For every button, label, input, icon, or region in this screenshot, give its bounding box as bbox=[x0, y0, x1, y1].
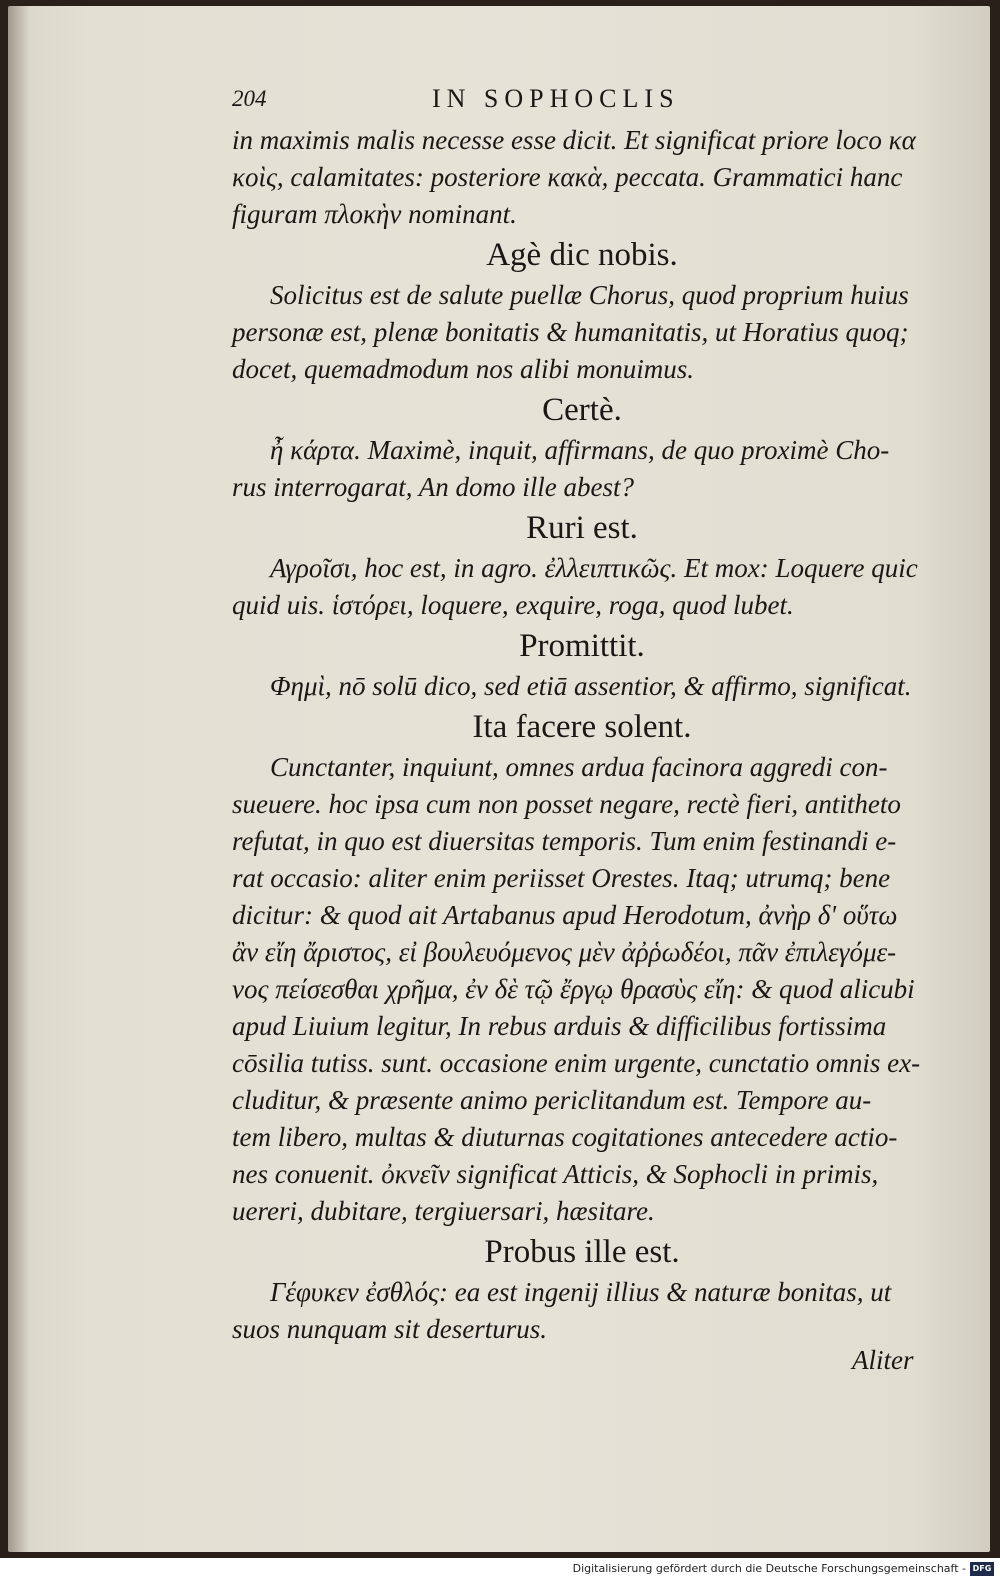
section-heading: Agè dic nobis. bbox=[486, 237, 678, 273]
text-line: Solicitus est de salute puellæ Chorus, quod proprium huius bbox=[270, 280, 909, 310]
text-line: ἂν εἴη ἄριστος, εἰ βουλευόμενος μὲν ἀῤῥωδέοι, πᾶν ἐπιλεγόμε- bbox=[232, 937, 897, 967]
section-heading: Promittit. bbox=[519, 628, 645, 664]
page-text-block bbox=[232, 80, 932, 1348]
text-line: dicitur: & quod ait Artabanus apud Herodotum, ἀνὴρ δ' οὕτω bbox=[232, 900, 898, 930]
text-line: personæ est, plenæ bonitatis & humanitatis, ut Horatius quoq; bbox=[232, 317, 909, 347]
text-line: cluditur, & præsente animo periclitandum est. Tempore au- bbox=[232, 1085, 872, 1115]
text-line: figuram πλοκὴν nominant. bbox=[232, 199, 517, 229]
section-heading: Ruri est. bbox=[526, 510, 638, 546]
text-line: Φημὶ, nō solū dico, sed etiā assentior, & affirmo, significat. bbox=[270, 671, 912, 701]
text-line: apud Liuium legitur, In rebus arduis & difficilibus fortissima bbox=[232, 1011, 887, 1041]
text-line: sueuere. hoc ipsa cum non posset negare, rectè fieri, antitheto bbox=[232, 789, 901, 819]
text-line: docet, quemadmodum nos alibi monuimus. bbox=[232, 354, 694, 384]
text-line: rat occasio: aliter enim periisset Orestes. Itaq; utrumq; bene bbox=[232, 863, 891, 893]
body-lines bbox=[232, 122, 932, 1348]
text-line: uereri, dubitare, tergiuersari, hæsitare. bbox=[232, 1196, 655, 1226]
funding-credit: Digitalisierung gefördert durch die Deutsche Forschungsgemeinschaft - bbox=[572, 1562, 966, 1575]
text-line: κοὶς, calamitates: posteriore κακὰ, peccata. Grammatici hanc bbox=[232, 162, 903, 192]
text-line: Αγροῖσι, hoc est, in agro. ἐλλειπτικῶς. Et mox: Loquere quic bbox=[270, 553, 918, 583]
gutter-shadow bbox=[8, 6, 30, 1552]
text-line: nes conuenit. ὀκνεῖν significat Atticis, & Sophocli in primis, bbox=[232, 1159, 879, 1189]
text-line: in maximis malis necesse esse dicit. Et significat priore loco κα bbox=[232, 125, 916, 155]
text-line: cōsilia tutiss. sunt. occasione enim urgente, cunctatio omnis ex- bbox=[232, 1048, 921, 1078]
dfg-logo: DFG bbox=[970, 1562, 994, 1576]
digitization-footer bbox=[0, 1558, 1000, 1582]
text-line: refutat, in quo est diuersitas temporis. Tum enim festinandi e- bbox=[232, 826, 897, 856]
section-heading: Certè. bbox=[542, 392, 622, 428]
text-line: tem libero, multas & diuturnas cogitationes antecedere actio- bbox=[232, 1122, 898, 1152]
text-line: Cunctanter, inquiunt, omnes ardua facinora aggredi con- bbox=[270, 752, 888, 782]
page-number: 204 bbox=[232, 86, 267, 111]
text-line: suos nunquam sit deserturus. bbox=[232, 1314, 548, 1344]
text-line: Γέφυκεν ἐσθλός: ea est ingenij illius & naturæ bonitas, ut bbox=[270, 1277, 892, 1307]
catchword: Aliter bbox=[852, 1345, 914, 1375]
section-heading: Probus ille est. bbox=[484, 1234, 680, 1270]
text-line: quid uis. ἱστόρει, loquere, exquire, roga, quod lubet. bbox=[232, 590, 794, 620]
text-line: νος πείσεσθαι χρῆμα, ἐν δὲ τῷ ἔργῳ θρασὺς εἴη: & quod alicubi bbox=[232, 974, 915, 1004]
text-line: ἦ κάρτα. Maximè, inquit, affirmans, de quo proximè Cho- bbox=[270, 435, 890, 465]
running-head bbox=[232, 80, 932, 122]
text-line: rus interrogarat, An domo ille abest? bbox=[232, 472, 635, 502]
section-heading: Ita facere solent. bbox=[472, 709, 692, 745]
running-title: IN SOPHOCLIS bbox=[432, 84, 680, 113]
